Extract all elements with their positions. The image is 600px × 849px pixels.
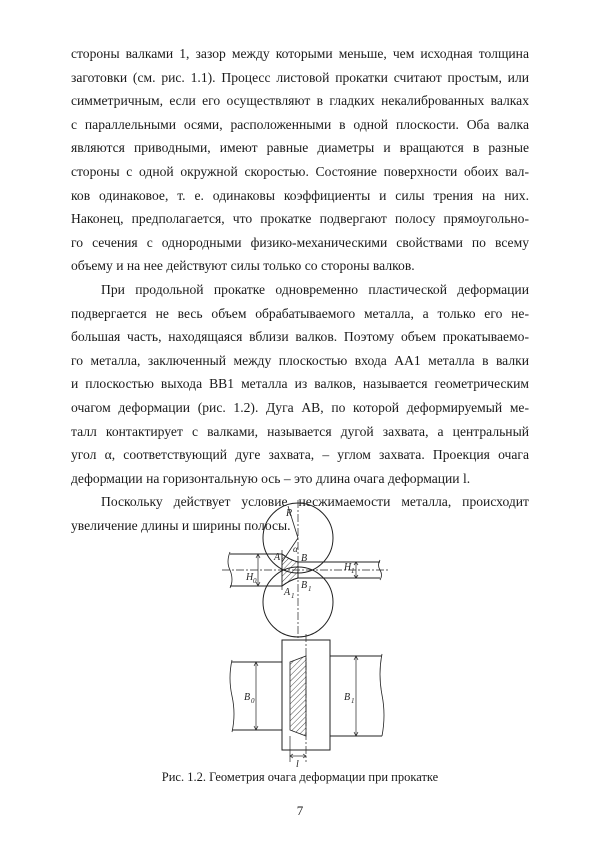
figure-caption: Рис. 1.2. Геометрия очага деформации при прокатке (161, 770, 439, 784)
label-h0: H (246, 572, 254, 583)
text-line: Поскольку действует условие несжимаемости металла, происходит (101, 494, 529, 510)
text-line: стороны с одной окружной скоростью. Состояние поверхности обоих вал- (71, 163, 529, 179)
text-line: очагом деформации (рис. 1.2). Дуга AB, по которой деформируемый ме- (71, 399, 529, 415)
text-line: При продольной прокатке одновременно пластической деформации (101, 281, 529, 297)
page-number: 7 (296, 803, 304, 818)
text-line: являются приводными, имеют равные диаметры и вращаются в разные (71, 140, 529, 156)
label-b0-sub: 0 (251, 697, 255, 705)
label-h1-sub: 1 (351, 567, 355, 575)
text-line: талл контактирует с валками, называется дугой захвата, а центральный (71, 423, 529, 439)
text-line: увеличение длины и ширины полосы. (71, 517, 291, 533)
label-a1: A (284, 587, 291, 598)
text-line: подвергается не весь объем обрабатываемого металла, а только его не- (71, 305, 529, 321)
text-line: с параллельными осями, расположенными в одной плоскости. Оба валка (71, 116, 529, 132)
label-b1-sub: 1 (308, 585, 312, 593)
label-b1-width-sub: 1 (351, 697, 355, 705)
body-text (71, 42, 529, 537)
label-l: l (296, 759, 299, 770)
text-line: ков одинаковое, т. е. одинаковы коэффициенты и силы трения на них. (71, 187, 529, 203)
text-line: угол α, соответствующий дуге захвата, – углом захвата. Проекция очага (71, 447, 529, 463)
label-h1: H (344, 562, 352, 573)
paragraph-1 (71, 42, 529, 278)
label-radius: R (286, 508, 293, 519)
text-line: деформации на горизонтальную ось – это длина очага деформации l. (71, 470, 471, 486)
figure-drawing (160, 500, 440, 770)
text-line: симметричным, если его осуществляют в гладких некалиброванных валках (71, 93, 529, 109)
label-b1-width: B (344, 692, 351, 703)
text-line: большая часть, находящаяся вблизи валков. Поэтому объем прокатываемо- (71, 329, 529, 345)
label-a1-sub: 1 (291, 592, 295, 600)
text-line: го сечения с однородными физико-механическими свойствами по всему (71, 234, 529, 250)
label-h0-sub: 0 (253, 577, 257, 585)
label-b1: B (301, 580, 308, 591)
text-line: и плоскостью выхода BB1 металла из валков, называется геометрическим (71, 376, 529, 392)
side-view (222, 500, 390, 640)
label-a: A (274, 552, 281, 563)
label-b0: B (244, 692, 251, 703)
label-b: B (301, 553, 308, 564)
paragraph-2 (71, 278, 529, 490)
text-line: стороны валками 1, зазор между которыми меньше, чем исходная толщина (71, 46, 529, 61)
text-line: заготовки (см. рис. 1.1). Процесс листовой прокатки считают простым, или (71, 69, 529, 85)
text-line: Наконец, предполагается, что прокатке подвергают полосу прямоугольно- (71, 211, 529, 227)
deformation-zone-figure (160, 500, 440, 770)
text-line: объему и на нее действуют силы только со стороны валков. (71, 258, 415, 274)
label-alpha: α (293, 544, 298, 554)
text-line: го металла, заключенный между плоскостью входа AA1 металла в валки (71, 352, 529, 368)
